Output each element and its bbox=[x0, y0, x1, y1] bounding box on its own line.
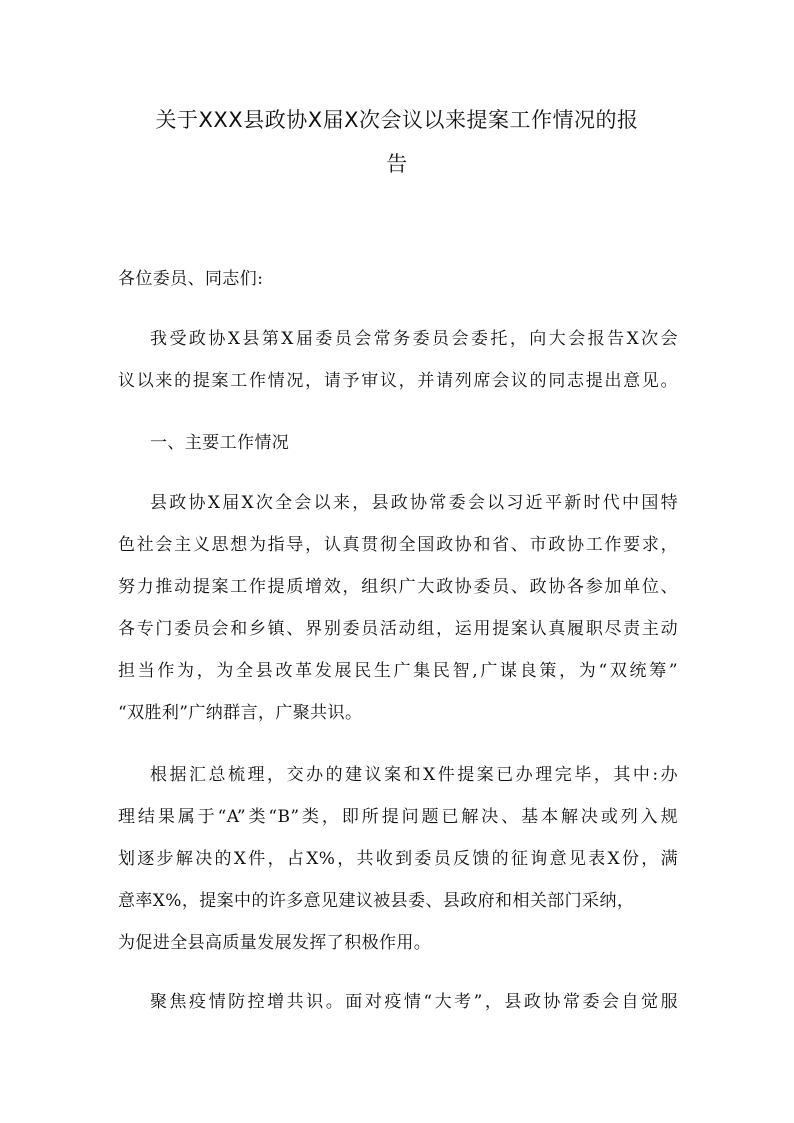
paragraph-3-line-5: 为促进全县高质量发展发挥了积极作用。 bbox=[118, 933, 432, 953]
document-title-line-1: 关于XXX县政协X届X次会议以来提案工作情况的报 bbox=[155, 108, 639, 132]
paragraph-1-line-1: 我受政协X县第X届委员会常务委员会委托，向大会报告X次会 bbox=[150, 329, 678, 349]
paragraph-2-line-1: 县政协X届X次全会以来，县政协常委会以习近平新时代中国特 bbox=[150, 493, 678, 513]
paragraph-3-line-1: 根据汇总梳理，交办的建议案和X件提案已办理完毕，其中:办 bbox=[150, 765, 678, 785]
paragraph-3-line-4: 意率X%，提案中的许多意见建议被县委、县政府和相关部门采纳， bbox=[118, 891, 635, 911]
paragraph-3-line-2: 理结果属于“A”类“B”类，即所提问题已解决、基本解决或列入规 bbox=[118, 807, 678, 827]
paragraph-2-line-4: 各专门委员会和乡镇、界别委员活动组，运用提案认真履职尽责主动 bbox=[118, 619, 678, 639]
paragraph-2-line-3: 努力推动提案工作提质增效，组织广大政协委员、政协各参加单位、 bbox=[118, 577, 678, 597]
section-heading-1: 一、主要工作情况 bbox=[150, 433, 290, 453]
salutation: 各位委员、同志们: bbox=[118, 269, 264, 289]
document-title-line-2: 告 bbox=[386, 152, 408, 176]
paragraph-3-line-3: 划逐步解决的X件，占X%，共收到委员反馈的征询意见表X份，满 bbox=[118, 849, 678, 869]
paragraph-4-line-1: 聚焦疫情防控增共识。面对疫情“大考”，县政协常委会自觉服 bbox=[150, 992, 678, 1012]
paragraph-2-line-2: 色社会主义思想为指导，认真贯彻全国政协和省、市政协工作要求， bbox=[118, 535, 678, 555]
paragraph-1-line-2: 议以来的提案工作情况，请予审议，并请列席会议的同志提出意见。 bbox=[118, 371, 678, 391]
paragraph-2-line-5: 担当作为，为全县改革发展民生广集民智,广谋良策，为“双统筹” bbox=[118, 661, 678, 681]
paragraph-2-line-6: “双胜利”广纳群言，广聚共识。 bbox=[118, 703, 363, 723]
